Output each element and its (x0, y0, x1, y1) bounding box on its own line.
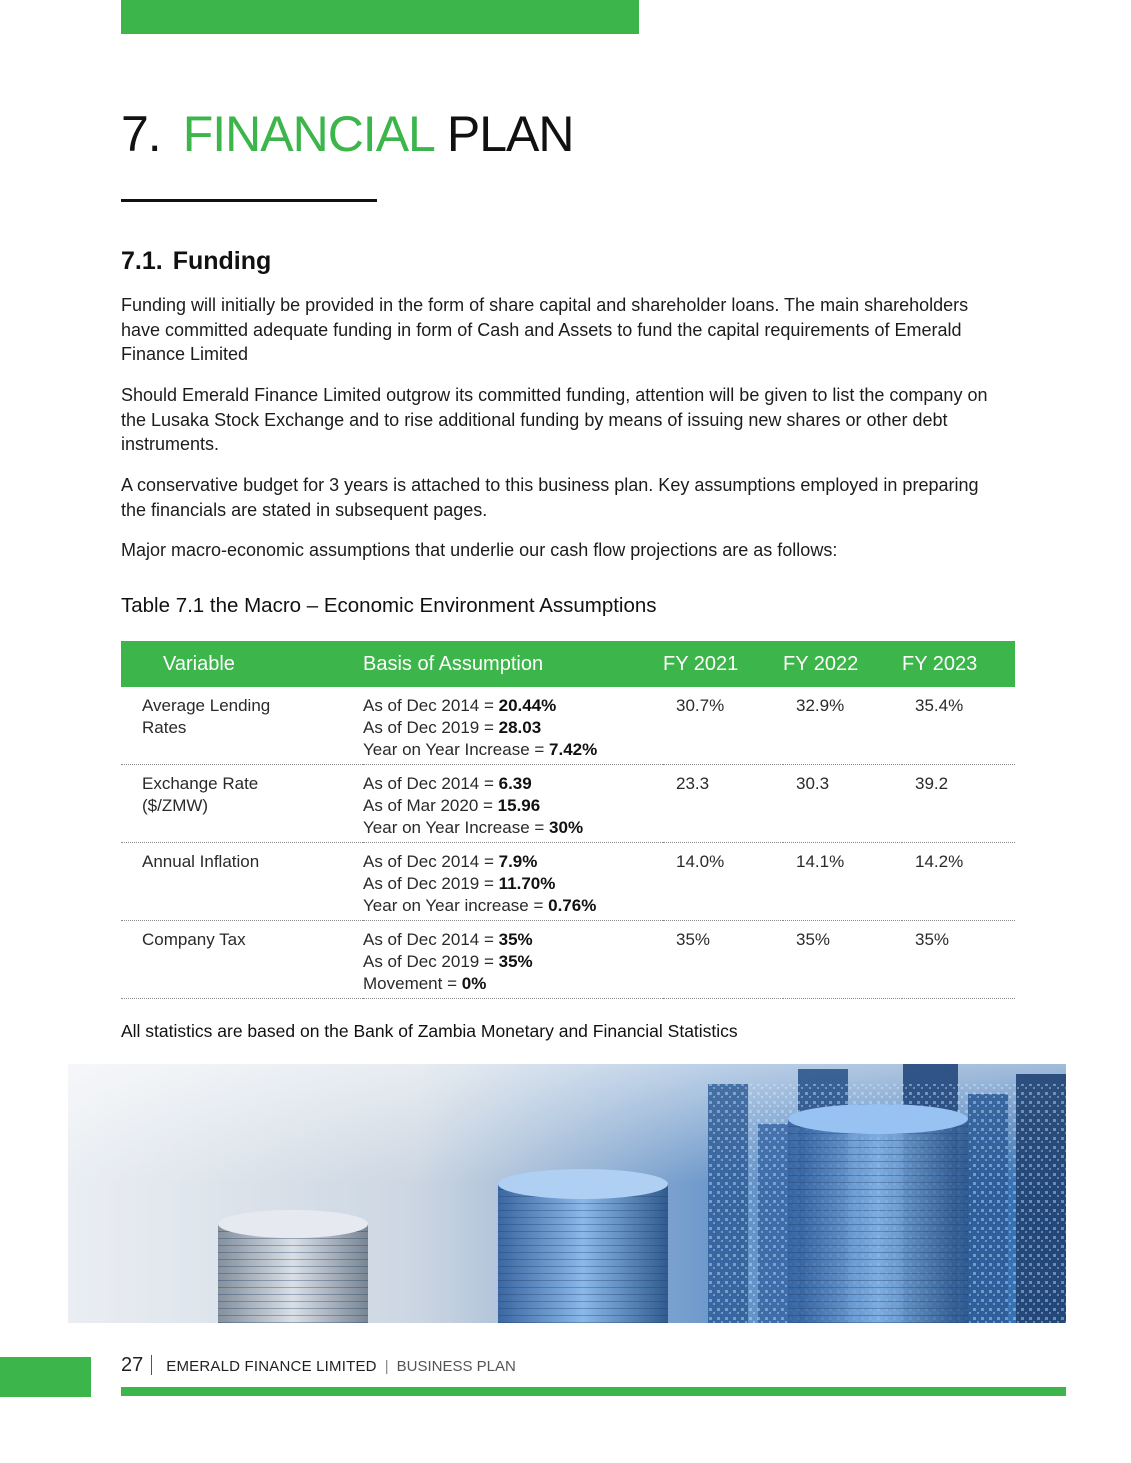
title-rest: PLAN (446, 106, 574, 162)
footer-document: BUSINESS PLAN (396, 1358, 516, 1375)
cell-basis: As of Dec 2014 = 20.44% As of Dec 2019 = 28.03 Year on Year Increase = 7.42% (363, 687, 663, 765)
cell-fy2023: 14.2% (902, 843, 1015, 921)
page-number: 27 (121, 1354, 144, 1376)
top-accent-bar (121, 0, 639, 34)
table-row (121, 921, 1015, 999)
cell-fy2023: 35.4% (902, 687, 1015, 765)
footer-left-accent (0, 1357, 91, 1397)
funding-paragraph-4: Major macro-economic assumptions that underlie our cash flow projections are as follows: (121, 540, 838, 560)
coin-stacks-city-photo (68, 1064, 1066, 1323)
macro-assumptions-table (121, 641, 1015, 999)
footer-divider (151, 1355, 152, 1375)
cell-variable: Annual Inflation (121, 843, 363, 921)
cell-fy2021: 35% (663, 921, 783, 999)
cell-fy2021: 23.3 (663, 765, 783, 843)
title-underline (121, 199, 377, 202)
cell-variable: Company Tax (121, 921, 363, 999)
header-fy2022: FY 2022 (783, 641, 902, 687)
header-variable: Variable (121, 641, 363, 687)
cell-fy2021: 30.7% (663, 687, 783, 765)
page-footer (121, 1352, 516, 1380)
statistics-note: All statistics are based on the Bank of Zambia Monetary and Financial Statistics (121, 1021, 738, 1041)
title-highlight: FINANCIAL (182, 106, 435, 162)
cell-fy2022: 35% (783, 921, 902, 999)
section-number: 7.1. (121, 247, 163, 275)
footer-company: EMERALD FINANCE LIMITED (166, 1358, 377, 1375)
header-basis: Basis of Assumption (363, 641, 663, 687)
cell-basis: As of Dec 2014 = 6.39 As of Mar 2020 = 15.96 Year on Year Increase = 30% (363, 765, 663, 843)
cell-fy2023: 39.2 (902, 765, 1015, 843)
section-heading (121, 245, 271, 277)
table-header-row (121, 641, 1015, 687)
cell-fy2021: 14.0% (663, 843, 783, 921)
table-row (121, 765, 1015, 843)
funding-paragraph-1: Funding will initially be provided in the form of share capital and shareholder loans. The main shareholders have committed adequate funding in form of Cash and Assets to fund the capital requirements of Emerald Finance Limited (121, 295, 969, 364)
page-title (121, 104, 574, 164)
cell-variable: Exchange Rate ($/ZMW) (121, 765, 363, 843)
table-caption: Table 7.1 the Macro – Economic Environment Assumptions (121, 594, 657, 617)
cell-fy2022: 14.1% (783, 843, 902, 921)
cell-basis: As of Dec 2014 = 35% As of Dec 2019 = 35% Movement = 0% (363, 921, 663, 999)
cell-fy2023: 35% (902, 921, 1015, 999)
cell-basis: As of Dec 2014 = 7.9% As of Dec 2019 = 11.70% Year on Year increase = 0.76% (363, 843, 663, 921)
funding-paragraph-3: A conservative budget for 3 years is attached to this business plan. Key assumptions employed in preparing the financials are stated in subsequent pages. (121, 475, 979, 520)
funding-paragraph-2: Should Emerald Finance Limited outgrow its committed funding, attention will be given to list the company on the Lusaka Stock Exchange and to rise additional funding by means of issuing new shares or other debt instruments. (121, 385, 988, 454)
bottom-accent-bar (121, 1387, 1066, 1396)
cell-fy2022: 32.9% (783, 687, 902, 765)
footer-separator: | (384, 1358, 389, 1375)
cell-fy2022: 30.3 (783, 765, 902, 843)
title-number: 7. (121, 106, 161, 162)
table-row (121, 687, 1015, 765)
header-fy2023: FY 2023 (902, 641, 1015, 687)
header-fy2021: FY 2021 (663, 641, 783, 687)
section-title: Funding (172, 247, 272, 275)
table-row (121, 843, 1015, 921)
cell-variable: Average Lending Rates (121, 687, 363, 765)
